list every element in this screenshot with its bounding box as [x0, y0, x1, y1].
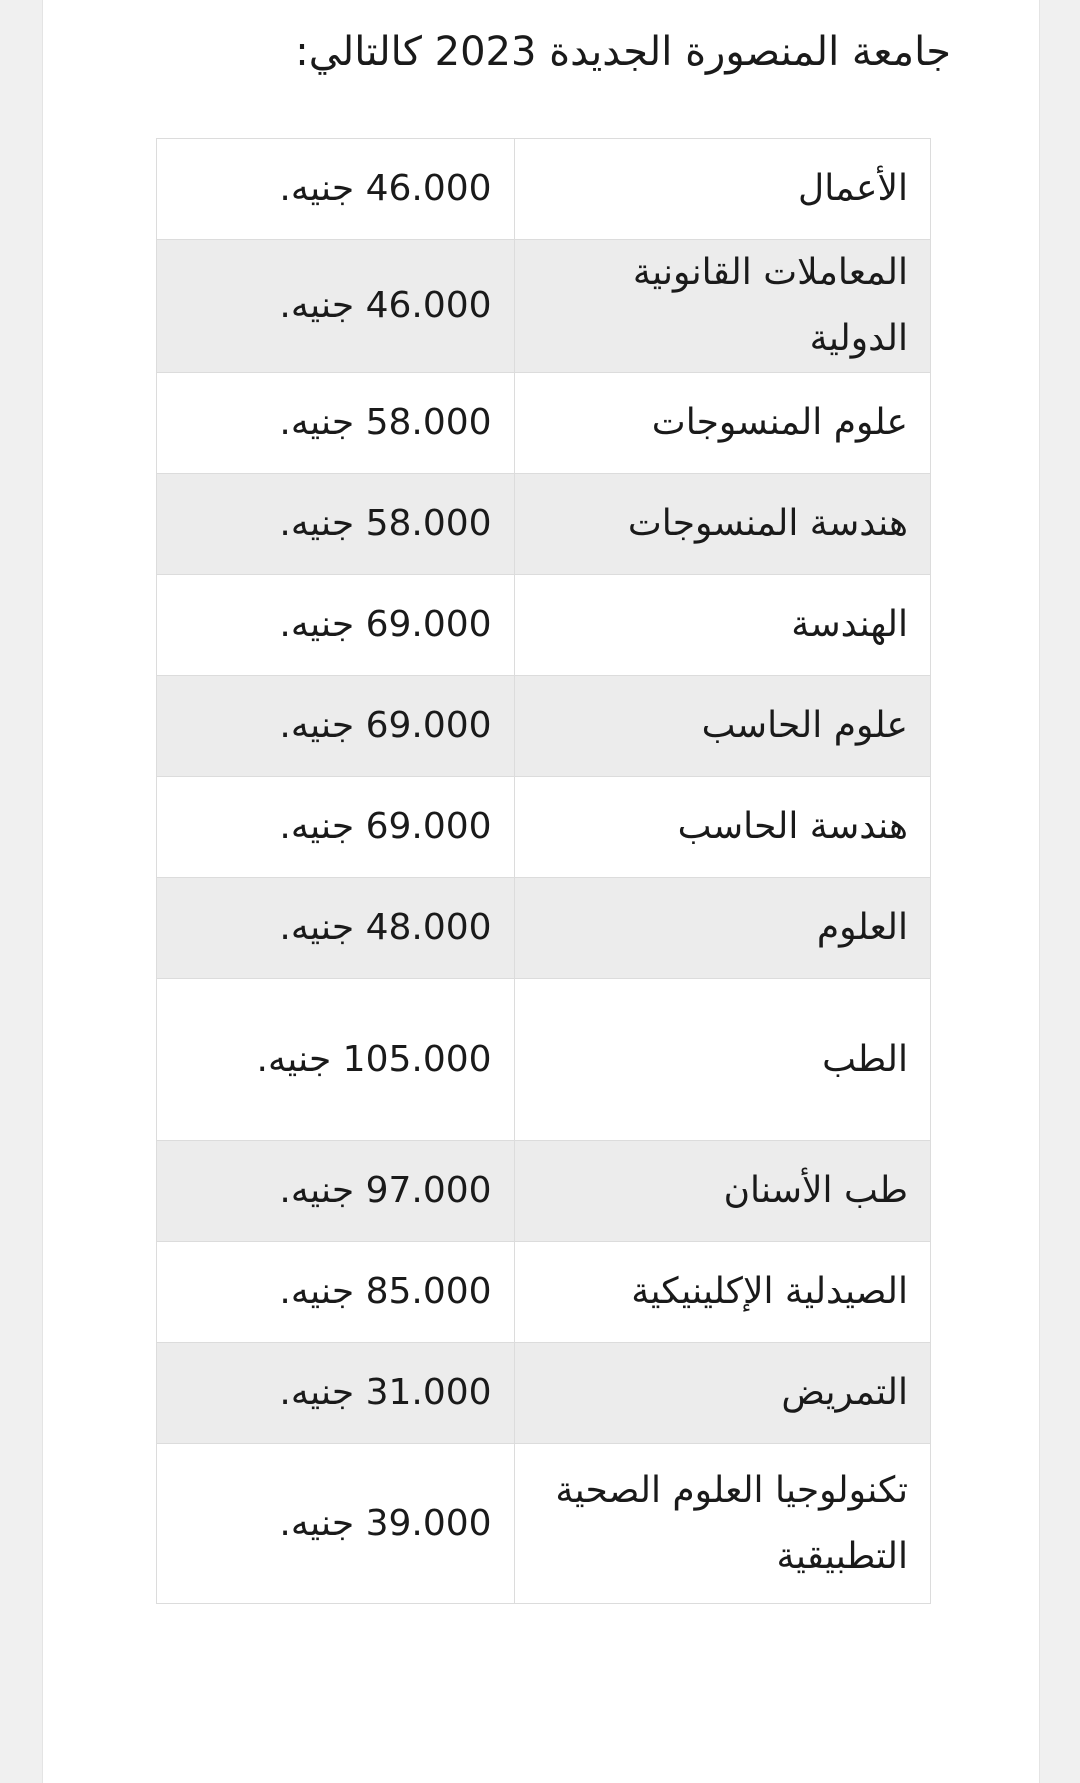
fee-cell: 58.000 جنيه.	[157, 474, 515, 575]
faculty-cell: طب الأسنان	[514, 1141, 930, 1242]
table-row	[157, 1141, 931, 1242]
table-row	[157, 575, 931, 676]
fee-cell: 48.000 جنيه.	[157, 878, 515, 979]
faculty-cell: الصيدلية الإكلينيكية	[514, 1242, 930, 1343]
table-row	[157, 777, 931, 878]
table-row	[157, 139, 931, 240]
fee-cell: 58.000 جنيه.	[157, 373, 515, 474]
faculty-cell: تكنولوجيا العلوم الصحية التطبيقية	[514, 1444, 930, 1604]
table-row	[157, 1444, 931, 1604]
intro-heading: جامعة المنصورة الجديدة 2023 كالتالي:	[295, 29, 951, 75]
table-row	[157, 373, 931, 474]
fee-cell: 46.000 جنيه.	[157, 139, 515, 240]
fees-table	[156, 138, 931, 1604]
faculty-cell: الطب	[514, 979, 930, 1141]
article-page	[42, 0, 1040, 1783]
table-row	[157, 474, 931, 575]
fee-cell: 85.000 جنيه.	[157, 1242, 515, 1343]
faculty-cell: العلوم	[514, 878, 930, 979]
table-row	[157, 1242, 931, 1343]
table-row	[157, 1343, 931, 1444]
table-row	[157, 878, 931, 979]
faculty-cell: علوم المنسوجات	[514, 373, 930, 474]
fee-cell: 97.000 جنيه.	[157, 1141, 515, 1242]
fee-cell: 69.000 جنيه.	[157, 676, 515, 777]
table-row	[157, 240, 931, 373]
table-row	[157, 979, 931, 1141]
faculty-cell: هندسة الحاسب	[514, 777, 930, 878]
fee-cell: 69.000 جنيه.	[157, 777, 515, 878]
fee-cell: 46.000 جنيه.	[157, 240, 515, 373]
fee-cell: 69.000 جنيه.	[157, 575, 515, 676]
fee-cell: 39.000 جنيه.	[157, 1444, 515, 1604]
faculty-cell: هندسة المنسوجات	[514, 474, 930, 575]
faculty-cell: الهندسة	[514, 575, 930, 676]
fee-cell: 31.000 جنيه.	[157, 1343, 515, 1444]
faculty-cell: الأعمال	[514, 139, 930, 240]
fee-cell: 105.000 جنيه.	[157, 979, 515, 1141]
faculty-cell: علوم الحاسب	[514, 676, 930, 777]
table-row	[157, 676, 931, 777]
faculty-cell: المعاملات القانونية الدولية	[514, 240, 930, 373]
faculty-cell: التمريض	[514, 1343, 930, 1444]
